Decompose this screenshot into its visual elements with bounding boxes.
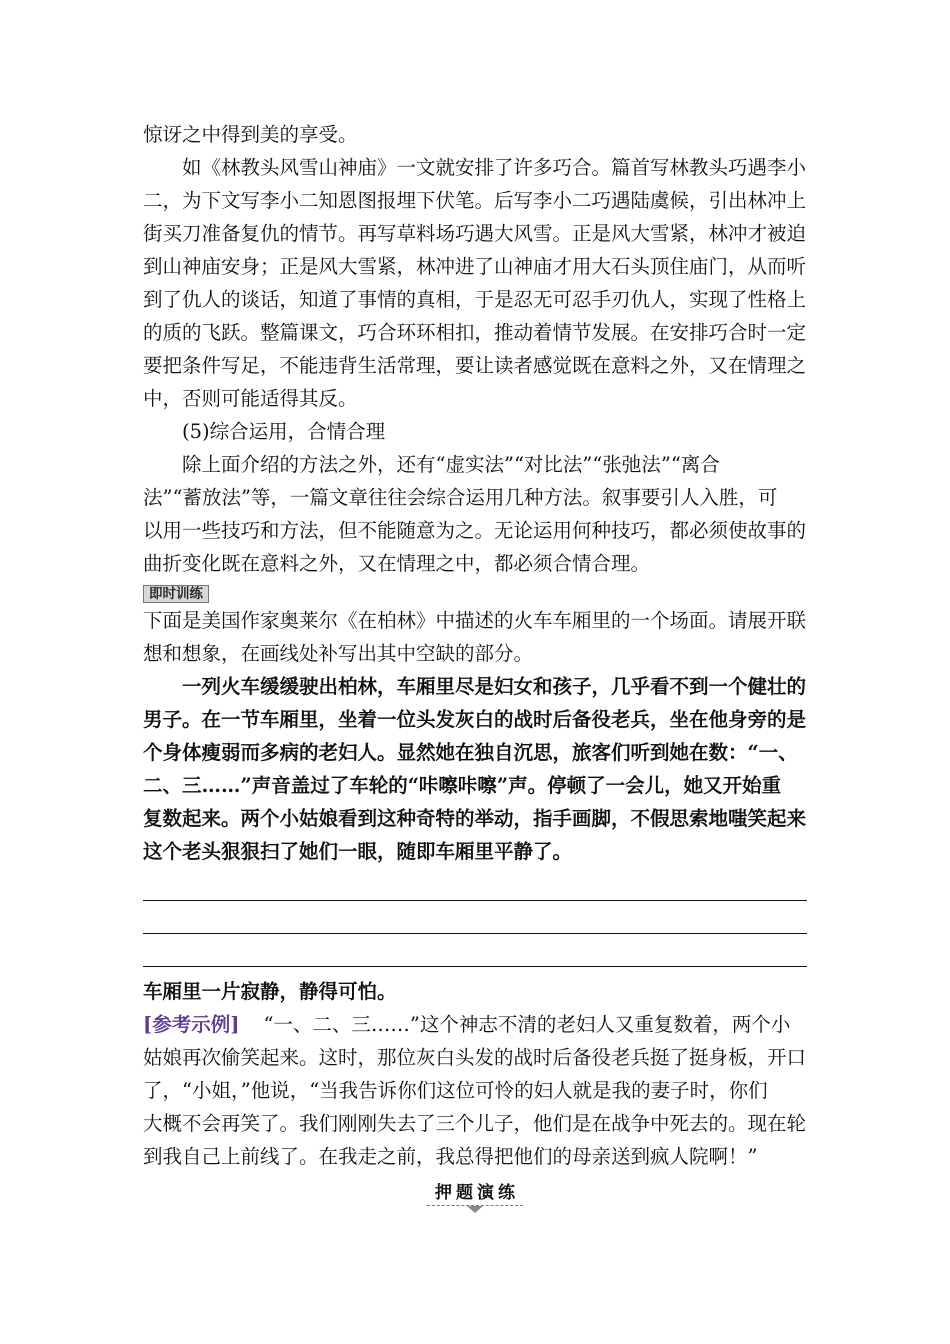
- section-paragraph: [143, 448, 807, 580]
- reference-text: “一、二、三……”这个神志不清的老妇人又重复数着，两个小: [263, 1013, 791, 1036]
- paragraph-line: 街买刀准备复仇的情节。再写草料场巧遇大风雪。正是风大雪紧，林冲才被迫: [143, 222, 807, 245]
- paragraph-line: 除上面介绍的方法之外，还有“虚实法”“对比法”“张弛法”“离合: [182, 453, 720, 476]
- answer-blank-line[interactable]: [143, 934, 807, 967]
- paragraph-line: 如《林教头风雪山神庙》一文就安排了许多巧合。篇首写林教头巧遇李小: [182, 156, 807, 179]
- answer-blank-area: [143, 868, 807, 967]
- section-heading: (5)综合运用，合情合理: [182, 420, 386, 443]
- passage-line: 二、三……”声音盖过了车轮的“咔嚓咔嚓”声。停顿了一会儿，她又开始重: [143, 774, 782, 797]
- answer-blank-line[interactable]: [143, 868, 807, 901]
- reference-first-line: [143, 1008, 807, 1041]
- paragraph-line: 到了仇人的谈话，知道了事情的真相，于是忍无可忍手刃仇人，实现了性格上: [143, 288, 807, 311]
- reference-label: [参考示例]: [143, 1013, 240, 1036]
- footer-title: 押题演练: [427, 1178, 523, 1206]
- paragraph-line: 以用一些技巧和方法，但不能随意为之。无论运用何种技巧，都必须使故事的: [143, 519, 807, 542]
- paragraph-line: 法”“蓄放法”等，一篇文章往往会综合运用几种方法。叙事要引人入胜，可: [143, 486, 778, 509]
- paragraph-line: 了，“小姐，”他说，“当我告诉你们这位可怜的妇人就是我的妻子时，你们: [143, 1079, 768, 1102]
- paragraph-line: 想和想象，在画线处补写出其中空缺的部分。: [143, 642, 534, 665]
- paragraph-line: 中，否则可能适得其反。: [143, 387, 358, 410]
- training-prompt: [143, 604, 807, 670]
- training-tag-row: [143, 580, 807, 604]
- example-paragraph: [143, 151, 807, 415]
- passage-continuation: 车厢里一片寂静，静得可怕。: [143, 980, 397, 1003]
- paragraph-line: 到山神庙安身；正是风大雪紧，林冲进了山神庙才用大石头顶住庙门，从而听: [143, 255, 807, 278]
- answer-blank-line[interactable]: [143, 901, 807, 934]
- passage-line: 个身体瘦弱而多病的老妇人。显然她在独自沉思，旅客们听到她在数：“一、: [143, 741, 798, 764]
- paragraph-line: 要把条件写足，不能违背生活常理，要让读者感觉既在意料之外，又在情理之: [143, 354, 807, 377]
- paragraph-line: 到我自己上前线了。在我走之前，我总得把他们的母亲送到疯人院啊！”: [143, 1145, 758, 1168]
- paragraph-line: 惊讶之中得到美的享受。: [143, 123, 358, 146]
- passage-line: 一列火车缓缓驶出柏林，车厢里尽是妇女和孩子，几乎看不到一个健壮的: [182, 675, 807, 698]
- section-footer: [0, 1178, 950, 1213]
- paragraph-line: 的质的飞跃。整篇课文，巧合环环相扣，推动着情节发展。在安排巧合时一定: [143, 321, 807, 344]
- paragraph-line: 大概不会再笑了。我们刚刚失去了三个儿子，他们是在战争中死去的。现在轮: [143, 1112, 807, 1135]
- passage-line: 这个老头狠狠扫了她们一眼，随即车厢里平静了。: [143, 840, 573, 863]
- paragraph-line: 曲折变化既在意料之外，又在情理之中，都必须合情合理。: [143, 552, 651, 575]
- paragraph-line: 二，为下文写李小二知恩图报埋下伏笔。后写李小二巧遇陆虞候，引出林冲上: [143, 189, 807, 212]
- passage-line: 复数起来。两个小姑娘看到这种奇特的举动，指手画脚，不假思索地嗤笑起来: [143, 807, 807, 830]
- training-tag: 即时训练: [143, 585, 209, 603]
- training-passage: [143, 670, 807, 868]
- content-column: [143, 118, 807, 1173]
- paragraph-line: 姑娘再次偷笑起来。这时，那位灰白头发的战时后备役老兵挺了挺身板，开口: [143, 1046, 807, 1069]
- triangle-down-icon: [467, 1206, 483, 1213]
- reference-answer: [143, 1008, 807, 1173]
- paragraph-line: 下面是美国作家奥莱尔《在柏林》中描述的火车车厢里的一个场面。请展开联: [143, 609, 807, 632]
- passage-line: 男子。在一节车厢里，坐着一位头发灰白的战时后备役老兵，坐在他身旁的是: [143, 708, 807, 731]
